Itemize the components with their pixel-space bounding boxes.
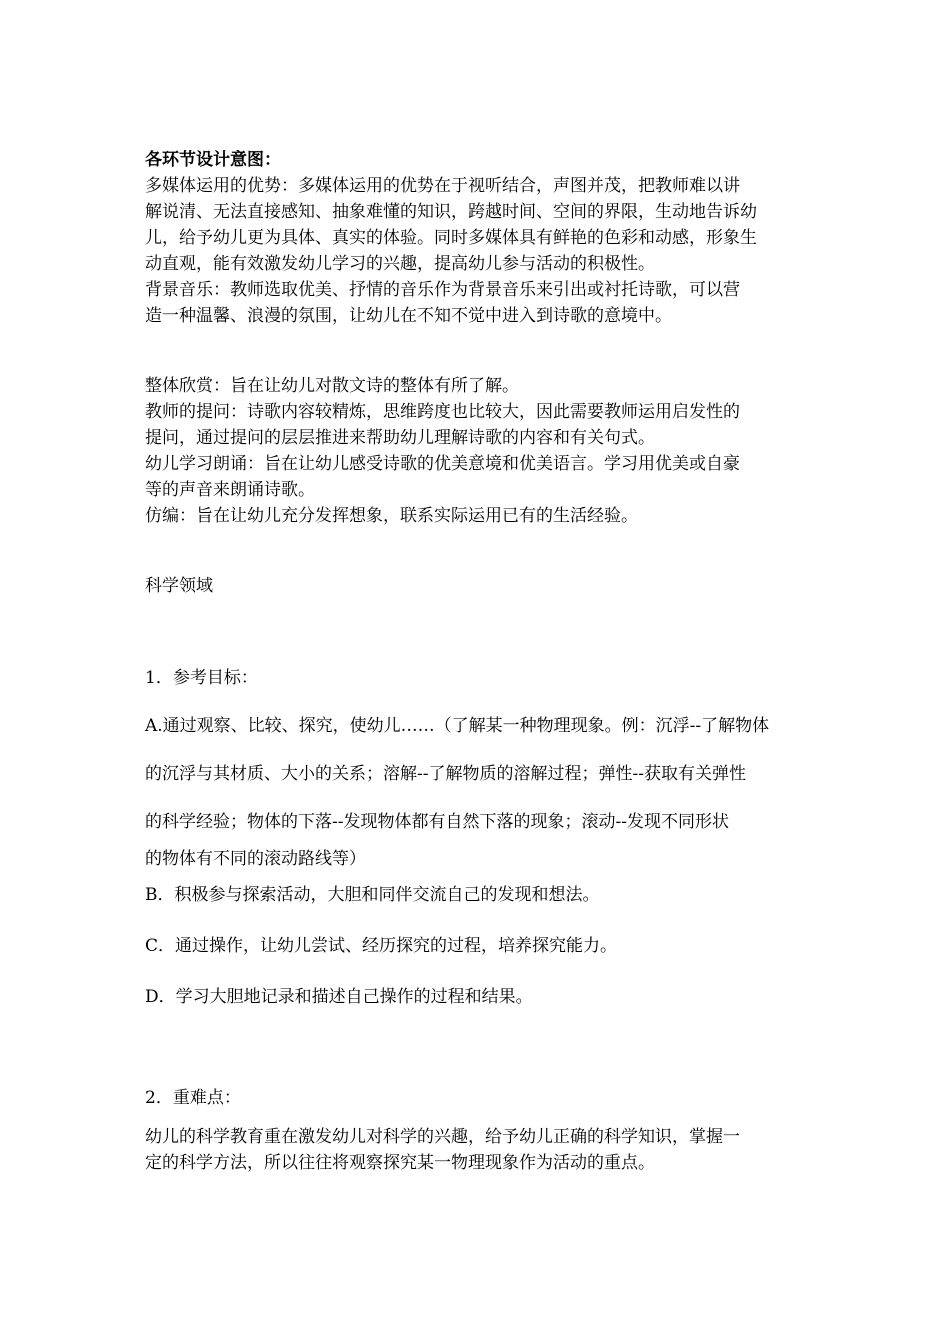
key-points-line: 定的科学方法，所以往往将观察探究某一物理现象作为活动的重点。 [145, 1153, 655, 1173]
goal-a-line: 的物体有不同的滚动路线等） [145, 849, 366, 869]
music-paragraph-line: 背景音乐：教师选取优美、抒情的音乐作为背景音乐来引出或衬托诗歌，可以营 [145, 280, 740, 300]
imitate-paragraph: 仿编：旨在让幼儿充分发挥想象，联系实际运用已有的生活经验。 [145, 506, 638, 526]
question-paragraph-line: 教师的提问：诗歌内容较精炼，思维跨度也比较大，因此需要教师运用启发性的 [145, 402, 740, 422]
section-title: 各环节设计意图： [145, 150, 281, 170]
recite-paragraph-line: 等的声音来朗诵诗歌。 [145, 480, 315, 500]
key-points-heading: 2．重难点： [145, 1088, 241, 1108]
goal-a-line: A.通过观察、比较、探究，使幼儿……（了解某一种物理现象。例：沉浮--了解物体 [145, 716, 770, 736]
multimedia-paragraph-line: 动直观，能有效激发幼儿学习的兴趣，提高幼儿参与活动的积极性。 [145, 254, 655, 274]
appreciation-paragraph: 整体欣赏：旨在让幼儿对散文诗的整体有所了解。 [145, 376, 519, 396]
science-heading: 科学领域 [145, 576, 213, 596]
goal-b: B．积极参与探索活动，大胆和同伴交流自己的发现和想法。 [145, 885, 600, 905]
goal-c: C．通过操作，让幼儿尝试、经历探究的过程，培养探究能力。 [145, 936, 618, 956]
goal-a-line: 的沉浮与其材质、大小的关系；溶解--了解物质的溶解过程；弹性--获取有关弹性 [145, 764, 746, 784]
multimedia-paragraph-line: 多媒体运用的优势：多媒体运用的优势在于视听结合，声图并茂，把教师难以讲 [145, 176, 740, 196]
goal-a-line: 的科学经验；物体的下落--发现物体都有自然下落的现象；滚动--发现不同形状 [145, 812, 729, 832]
goal-d: D．学习大胆地记录和描述自己操作的过程和结果。 [145, 987, 533, 1007]
question-paragraph-line: 提问，通过提问的层层推进来帮助幼儿理解诗歌的内容和有关句式。 [145, 428, 655, 448]
multimedia-paragraph-line: 解说清、无法直接感知、抽象难懂的知识，跨越时间、空间的界限，生动地告诉幼 [145, 202, 757, 222]
key-points-line: 幼儿的科学教育重在激发幼儿对科学的兴趣，给予幼儿正确的科学知识，掌握一 [145, 1127, 740, 1147]
multimedia-paragraph-line: 儿，给予幼儿更为具体、真实的体验。同时多媒体具有鲜艳的色彩和动感，形象生 [145, 228, 757, 248]
music-paragraph-line: 造一种温馨、浪漫的氛围，让幼儿在不知不觉中进入到诗歌的意境中。 [145, 306, 672, 326]
goals-heading: 1．参考目标： [145, 668, 258, 688]
recite-paragraph-line: 幼儿学习朗诵：旨在让幼儿感受诗歌的优美意境和优美语言。学习用优美或自豪 [145, 454, 740, 474]
